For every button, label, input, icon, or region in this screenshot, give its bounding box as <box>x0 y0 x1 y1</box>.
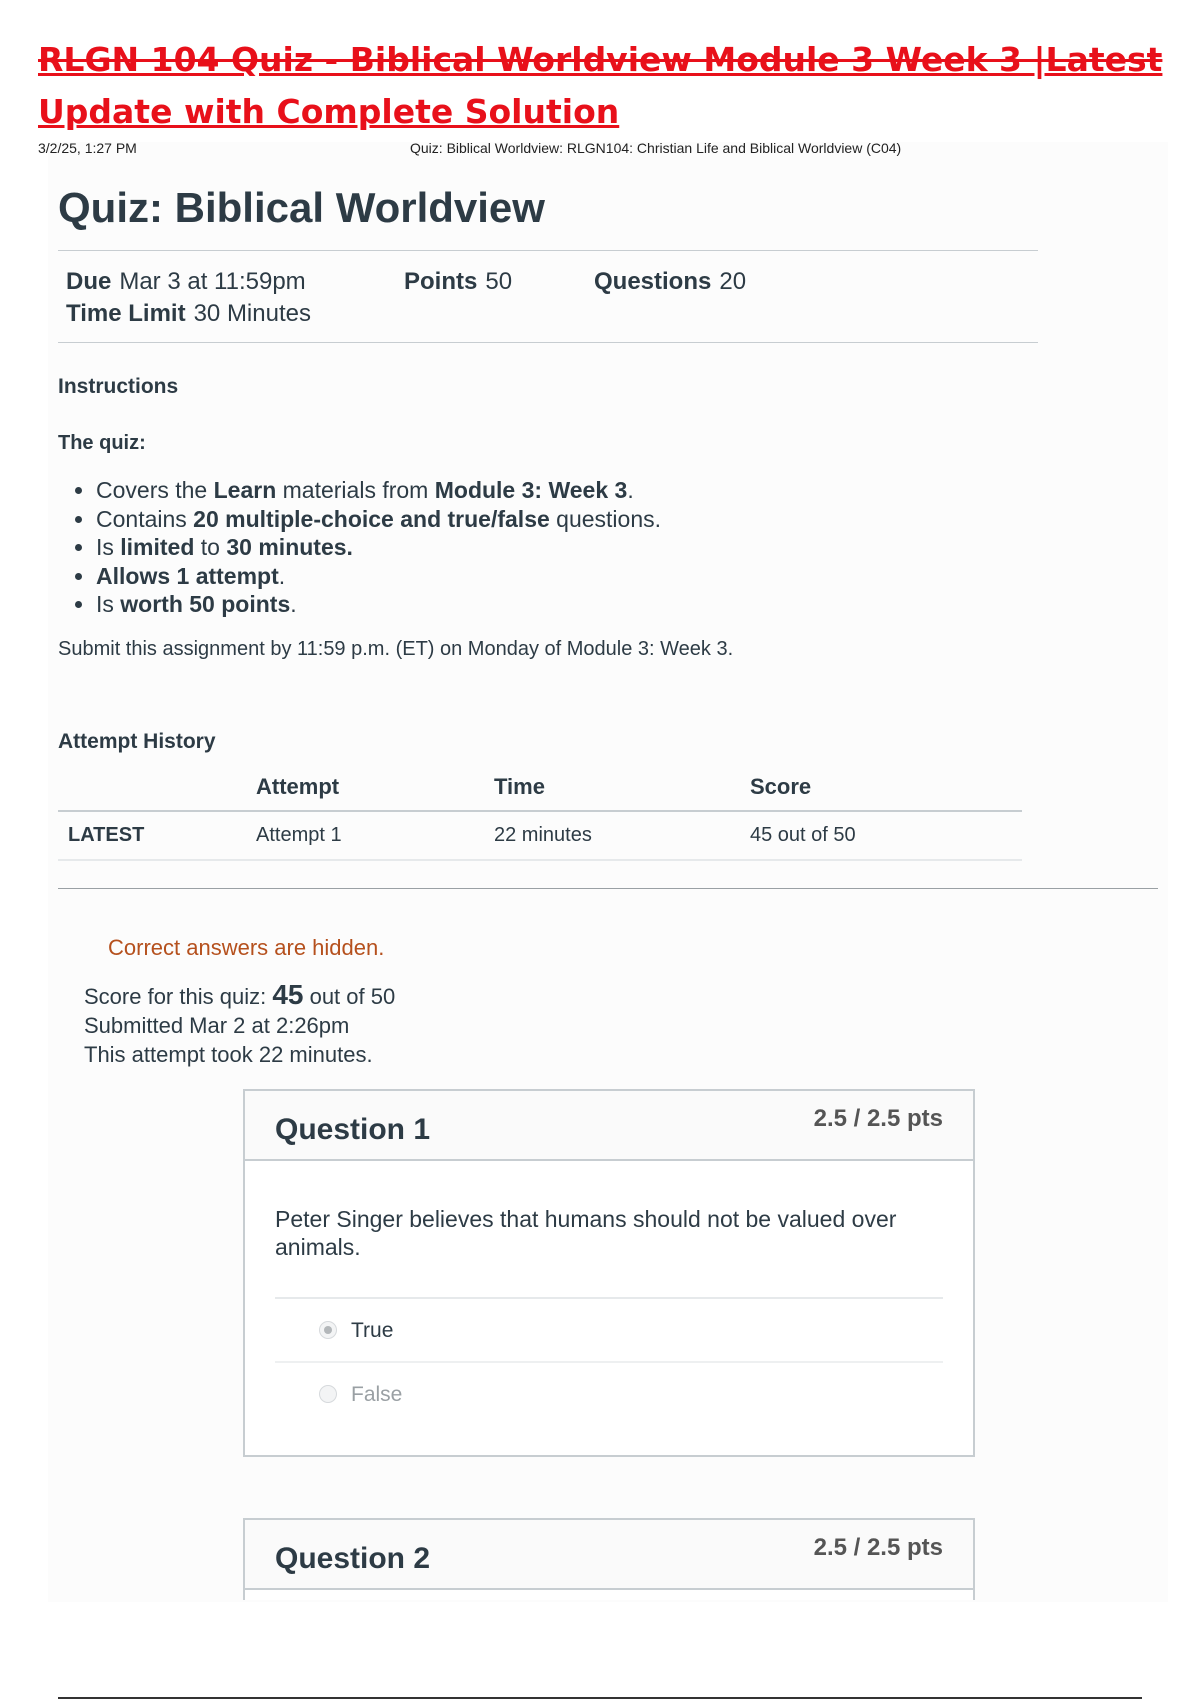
divider <box>58 250 1038 251</box>
due-value: Mar 3 at 11:59pm <box>119 268 306 295</box>
question-points: 2.5 / 2.5 pts <box>813 1534 943 1561</box>
score-value: 45 <box>272 979 304 1010</box>
latest-tag: LATEST <box>58 811 256 860</box>
due-label: Due <box>66 268 112 295</box>
question-title: Question 2 <box>275 1542 431 1575</box>
table-row <box>58 811 1022 860</box>
submitted-time: Submitted Mar 2 at 2:26pm <box>84 1013 350 1038</box>
answer-option <box>275 1299 943 1363</box>
answer-label: True <box>351 1319 394 1342</box>
question-title: Question 1 <box>275 1113 431 1146</box>
points <box>404 268 512 296</box>
answer-list <box>275 1297 943 1427</box>
question-count <box>594 268 746 296</box>
questions-label: Questions <box>594 268 712 295</box>
time-limit-label: Time Limit <box>66 300 186 327</box>
question-text: Peter Singer believes that humans should not be valued over animals. <box>275 1206 897 1260</box>
list-item: • Is limited to 30 minutes. <box>96 533 661 562</box>
column-header: Time <box>494 768 750 811</box>
question-card <box>243 1518 975 1600</box>
correct-answers-hidden-note: Correct answers are hidden. <box>108 935 385 960</box>
attempt-duration: This attempt took 22 minutes. <box>84 1042 373 1067</box>
document-title <box>38 34 1163 138</box>
list-item: • Contains 20 multiple-choice and true/false questions. <box>96 505 661 534</box>
document-title-line-2: Update with Complete Solution <box>38 92 620 131</box>
column-header: Attempt <box>256 768 494 811</box>
document-title-line-1: RLGN 104 Quiz - Biblical Worldview Module 3 Week 3 |Latest <box>38 40 1163 79</box>
time-limit <box>66 300 311 328</box>
divider <box>58 888 1158 889</box>
questions-value: 20 <box>719 268 747 295</box>
page-title: Quiz: Biblical Worldview <box>58 184 545 231</box>
table-header-row <box>58 768 1022 811</box>
submit-note: Submit this assignment by 11:59 p.m. (ET) on Monday of Module 3: Week 3. <box>58 638 734 660</box>
question-card <box>243 1089 975 1457</box>
attempt-time: 22 minutes <box>494 811 750 860</box>
time-limit-value: 30 Minutes <box>193 300 311 327</box>
answer-option <box>275 1363 943 1427</box>
list-item: • Is worth 50 points. <box>96 590 661 619</box>
question-header <box>245 1091 973 1161</box>
column-header <box>58 768 256 811</box>
due-date <box>66 268 306 296</box>
instructions-heading: Instructions <box>58 375 179 398</box>
question-points: 2.5 / 2.5 pts <box>813 1105 943 1132</box>
column-header: Score <box>750 768 1022 811</box>
divider <box>58 342 1038 343</box>
points-value: 50 <box>485 268 513 295</box>
attempt-link[interactable]: Attempt 1 <box>256 811 494 860</box>
answer-label: False <box>351 1383 403 1406</box>
score-summary <box>84 980 395 1069</box>
attempt-history-heading: Attempt History <box>58 730 216 753</box>
page-bottom-rule <box>58 1697 1142 1699</box>
attempt-score: 45 out of 50 <box>750 811 1022 860</box>
radio-button <box>319 1385 337 1403</box>
question-header <box>245 1520 973 1590</box>
list-item: • Allows 1 attempt. <box>96 562 661 591</box>
quiz-score: Score for this quiz: 45 out of 50 <box>84 979 396 1010</box>
print-timestamp: 3/2/25, 1:27 PM <box>38 140 137 156</box>
instructions-subheading: The quiz: <box>58 432 146 454</box>
instructions-list <box>96 476 661 619</box>
attempt-history-table <box>58 768 1022 861</box>
list-item: • Covers the Learn materials from Module 3: Week 3. <box>96 476 661 505</box>
points-label: Points <box>404 268 478 295</box>
radio-button-selected <box>319 1321 337 1339</box>
print-page-title: Quiz: Biblical Worldview: RLGN104: Christian Life and Biblical Worldview (C04) <box>410 140 902 156</box>
